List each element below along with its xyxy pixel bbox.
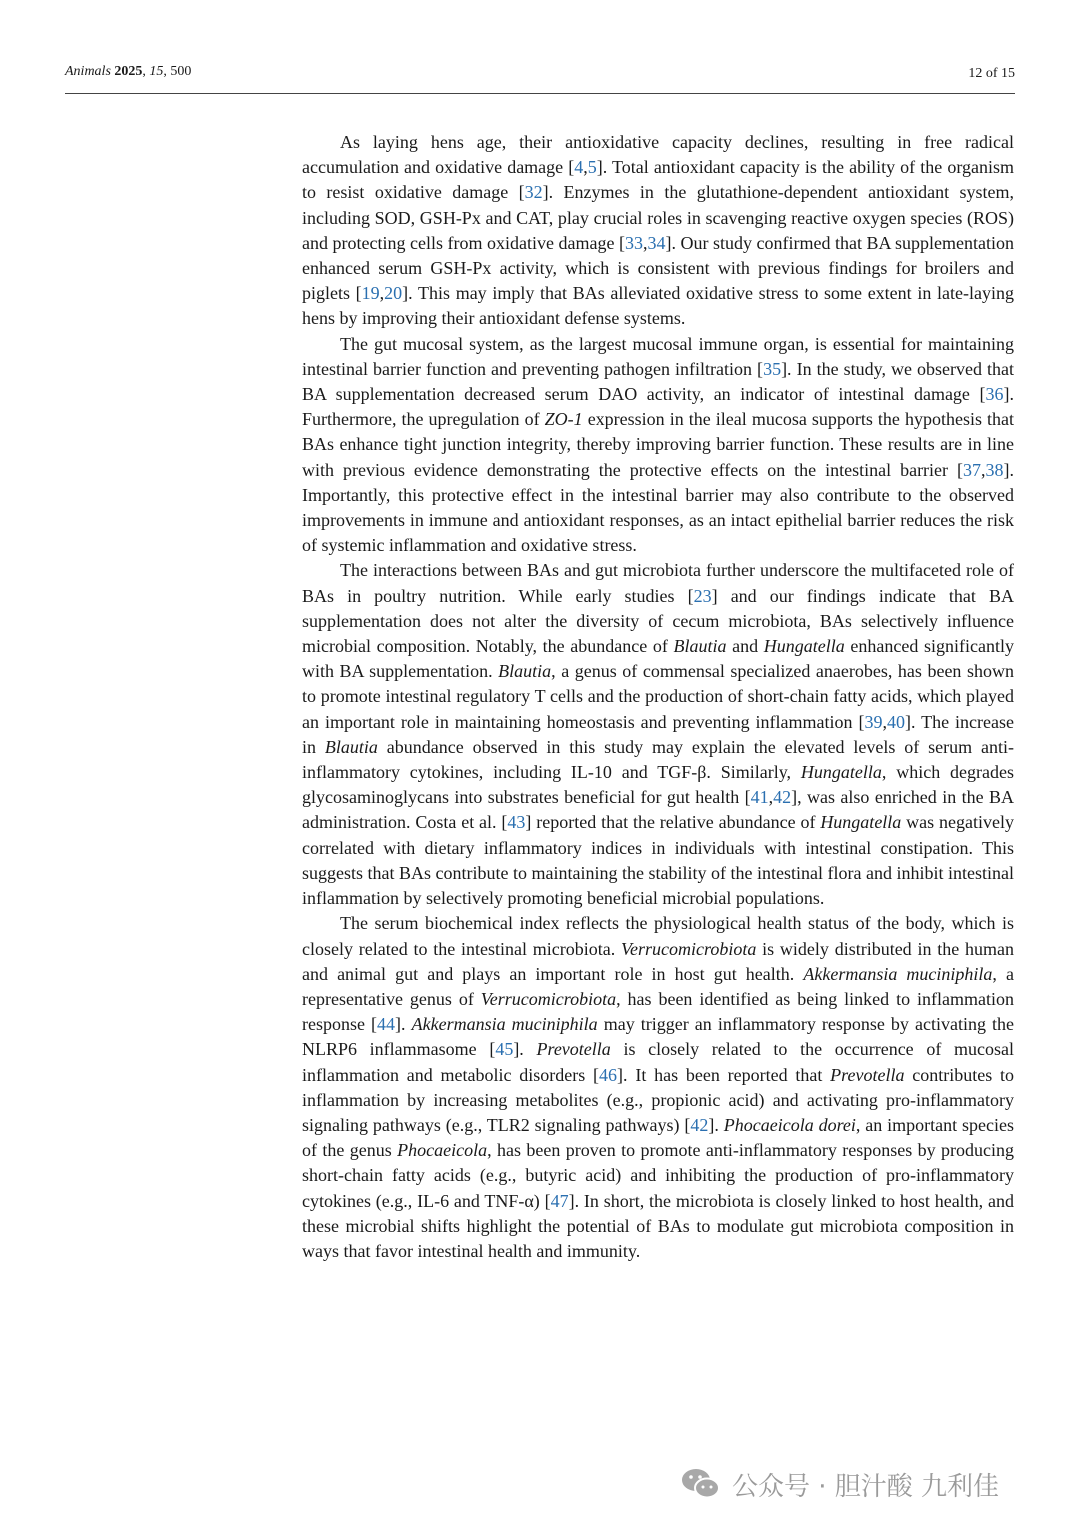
text-run: ]. In short, the microbiota is closely linked to host health, and these microbial shifts highlight the potential of BAs to modulate gut microbiota composition in ways that favor intestinal health and immunity. [302, 1190, 1014, 1261]
text-run: expression in the ileal mucosa supports the hypothesis that BAs enhance tight junction integrity, thereby improving barrier function. These results are in line with previous evidence demonstrating the protective effects on the intestinal barrier [ [302, 409, 1014, 480]
text-run: ]. [708, 1114, 724, 1135]
italic-term: Hungatella [800, 762, 882, 783]
citation-link[interactable]: 5 [587, 157, 597, 178]
citation-link[interactable]: 44 [377, 1014, 396, 1035]
text-run: , has been proven to promote anti-inflammatory responses by producing short-chain fatty acids (e.g., butyric acid) and inhibiting the production of pro-inflammatory cytokines (e.g., IL-6 and TNF-α) [ [302, 1140, 1014, 1211]
text-run: The gut mucosal system, as the largest mucosal immune organ, is essential for maintaining intestinal barrier function and preventing pathogen infiltration [ [302, 333, 1014, 379]
text-run: , [583, 157, 588, 178]
journal-name: Animals [65, 64, 111, 79]
text-run: is widely distributed in the human and animal gut and plays an important role in host gut health. [302, 938, 1014, 984]
italic-term: Blautia [498, 661, 552, 682]
text-run: ] and our findings indicate that BA supplementation does not alter the diversity of cecum microbiota, BAs selectively influence microbial composition. Notably, the abundance of [302, 585, 1014, 657]
body-text [302, 130, 1014, 1264]
page-number: 12 of 15 [968, 66, 1015, 81]
italic-term: Prevotella [536, 1039, 611, 1060]
text-run: ]. Our study confirmed that BA supplementation enhanced serum GSH-Px activity, which is consistent with previous findings for broilers and piglets [ [302, 232, 1014, 304]
citation-link[interactable]: 36 [985, 384, 1004, 405]
text-run: , a representative genus of [302, 963, 1014, 1009]
text-run: ]. [513, 1039, 537, 1060]
text-run: enhanced significantly with BA supplementation. [302, 636, 1014, 682]
journal-volume: 15 [149, 64, 164, 79]
citation-link[interactable]: 4 [574, 157, 584, 178]
text-run: abundance observed in this study may explain the elevated levels of serum anti-inflammatory cytokines, including IL-10 and TGF-β. Similarly, [302, 736, 1014, 783]
italic-term: Verrucomicrobiota [621, 938, 757, 959]
watermark-text: 公众号 · 胆汁酸 九利佳 [732, 1471, 1000, 1502]
header-rule [65, 93, 1015, 94]
italic-term: Blautia [673, 636, 727, 657]
italic-term: Blautia [324, 736, 378, 757]
italic-term: Akkermansia muciniphila [803, 963, 993, 984]
text-run: , [981, 459, 986, 480]
italic-term: Phocaeicola dorei [723, 1114, 856, 1135]
text-run: contributes to inflammation by increasing metabolites (e.g., propionic acid) and activating pro-inflammatory signaling pathways (e.g., TLR2 signaling pathways) [ [302, 1064, 1015, 1135]
citation-link[interactable]: 39 [864, 711, 883, 732]
text-run: , an important species of the genus [302, 1114, 1014, 1161]
citation-link[interactable]: 43 [507, 812, 526, 833]
text-run: , [379, 283, 385, 304]
citation-link[interactable]: 40 [886, 711, 905, 732]
text-run: ]. Furthermore, the upregulation of [302, 384, 1014, 430]
text-run: ]. Enzymes in the glutathione-dependent antioxidant system, including SOD, GSH-Px and CAT, play crucial roles in scavenging reactive oxygen species (ROS) and protecting cells from oxidative damage [ [302, 182, 1014, 253]
paragraph [302, 332, 1014, 559]
text-run: , has been identified as being linked to inflammation response [ [302, 988, 1014, 1035]
text-run: , [768, 787, 774, 808]
citation-link[interactable]: 34 [647, 232, 666, 253]
citation-link[interactable]: 32 [524, 182, 543, 203]
paragraph [302, 911, 1014, 1264]
text-run: is closely related to the occurrence of mucosal inflammation and metabolic disorders [ [302, 1039, 1014, 1085]
citation-link[interactable]: 35 [763, 358, 782, 379]
journal-year: 2025 [114, 64, 143, 79]
citation-link[interactable]: 23 [693, 585, 712, 606]
italic-term: ZO-1 [544, 409, 583, 430]
citation-link[interactable]: 41 [750, 787, 769, 808]
citation-link[interactable]: 45 [495, 1039, 514, 1060]
text-run: ]. [395, 1014, 412, 1035]
text-run: ]. The increase in [302, 711, 1014, 757]
citation-link[interactable]: 37 [963, 459, 981, 480]
text-run: , [882, 711, 887, 732]
text-run: ]. In the study, we observed that BA supplementation decreased serum DAO activity, an indicator of intestinal damage [ [302, 358, 1015, 405]
citation-link[interactable]: 47 [550, 1190, 569, 1211]
italic-term: Verrucomicrobiota [480, 988, 617, 1009]
text-run: ]. It has been reported that [617, 1064, 831, 1085]
watermark [680, 1462, 999, 1506]
text-run: The serum biochemical index reflects the physiological health status of the body, which is closely related to the intestinal microbiota. [302, 913, 1014, 959]
italic-term: Phocaeicola [397, 1140, 488, 1161]
citation-link[interactable]: 33 [624, 232, 643, 253]
text-run: , which degrades glycosaminoglycans into substrates beneficial for gut health [ [302, 762, 1014, 808]
citation-link[interactable]: 42 [690, 1114, 709, 1135]
text-run: ], was also enriched in the BA administration. Costa et al. [ [302, 787, 1014, 833]
italic-term: Akkermansia muciniphila [411, 1014, 598, 1035]
text-run: , [642, 232, 648, 253]
text-run: ] reported that the relative abundance of [525, 812, 821, 833]
text-run: , a genus of commensal specialized anaerobes, has been shown to promote intestinal regulatory T cells and the production of short-chain fatty acids, which played an important role in maintaining homeostasis and preventing inflammation [ [302, 661, 1014, 732]
citation-link[interactable]: 20 [384, 283, 403, 304]
journal-citation: Animals 2025, 15, 500 [65, 64, 192, 79]
citation-link[interactable]: 19 [361, 283, 380, 304]
text-run: ]. Importantly, this protective effect in the intestinal barrier may also contribute to the observed improvements in immune and antioxidant responses, as an intact epithelial barrier reduces the risk of systemic inflammation and oxidative stress. [302, 459, 1014, 556]
text-run: As laying hens age, their antioxidative capacity declines, resulting in free radical accumulation and oxidative damage [ [302, 132, 1014, 178]
italic-term: Hungatella [820, 812, 902, 833]
citation-link[interactable]: 38 [985, 459, 1004, 480]
text-run: may trigger an inflammatory response by activating the NLRP6 inflammasome [ [302, 1014, 1015, 1060]
running-header [65, 62, 1015, 86]
citation-link[interactable]: 42 [773, 787, 792, 808]
italic-term: Prevotella [830, 1064, 905, 1085]
citation-link[interactable]: 46 [599, 1064, 618, 1085]
text-run: ]. Total antioxidant capacity is the ability of the organism to resist oxidative damage [ [302, 157, 1014, 203]
wechat-icon [680, 1466, 722, 1502]
article-number: 500 [170, 64, 192, 79]
text-run: ]. This may imply that BAs alleviated oxidative stress to some extent in late-laying hens by improving their antioxidant defense systems. [302, 283, 1014, 329]
text-run: The interactions between BAs and gut microbiota further underscore the multifaceted role of BAs in poultry nutrition. While early studies [ [302, 560, 1014, 606]
paragraph [302, 130, 1014, 332]
text-run: was negatively correlated with dietary inflammatory indices in individuals with intestinal constipation. This suggests that BAs contribute to maintaining the stability of the intestinal flora and inhibit intestinal inflammation by selectively promoting beneficial microbial populations. [302, 812, 1015, 909]
italic-term: Hungatella [763, 636, 845, 657]
text-run: and [726, 636, 764, 657]
paragraph [302, 558, 1014, 911]
